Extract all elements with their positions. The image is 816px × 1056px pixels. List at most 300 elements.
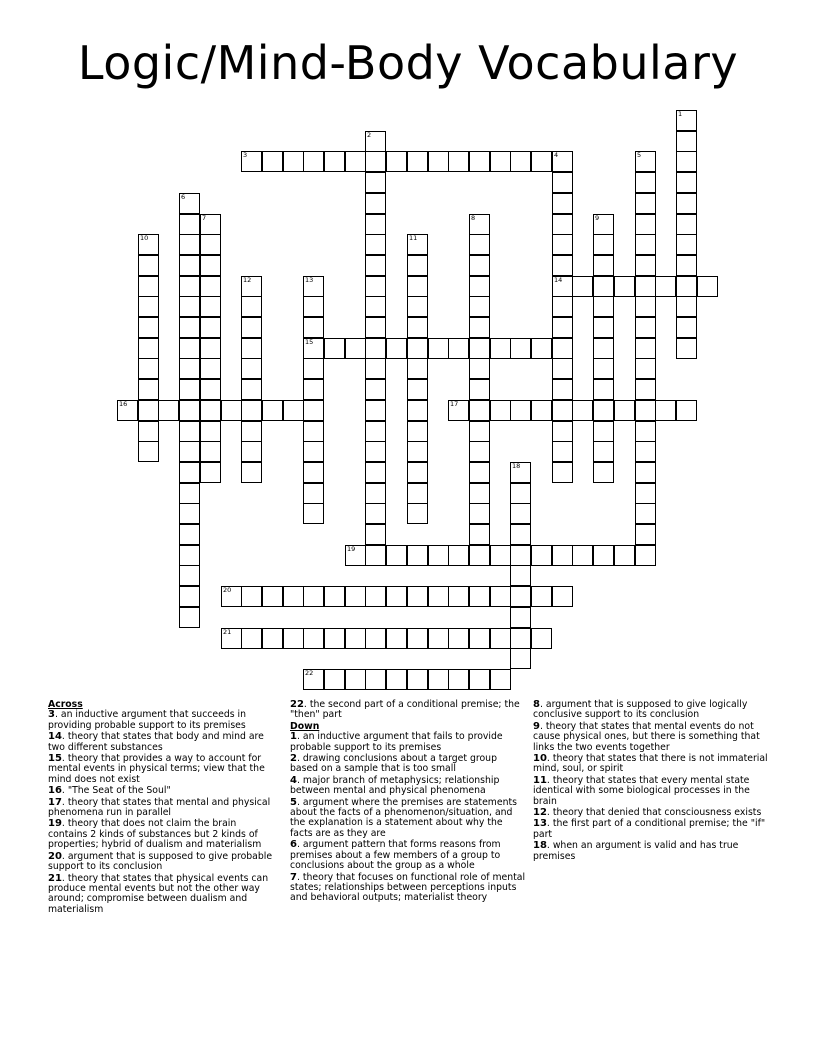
grid-cell[interactable] (241, 276, 262, 297)
grid-cell[interactable] (469, 669, 490, 690)
grid-cell[interactable] (469, 400, 490, 421)
grid-cell[interactable] (655, 276, 676, 297)
grid-cell[interactable] (283, 628, 304, 649)
clue-down-18 (533, 841, 771, 862)
grid-cell[interactable] (179, 524, 200, 545)
grid-cell[interactable] (552, 276, 573, 297)
grid-cell[interactable] (138, 296, 159, 317)
grid-cell[interactable] (283, 586, 304, 607)
grid-cell[interactable] (200, 234, 221, 255)
grid-cell[interactable] (179, 586, 200, 607)
grid-cell[interactable] (469, 255, 490, 276)
grid-cell[interactable] (386, 669, 407, 690)
grid-cell[interactable] (303, 441, 324, 462)
grid-cell[interactable] (510, 151, 531, 172)
grid-cell[interactable] (365, 193, 386, 214)
grid-cell[interactable] (179, 462, 200, 483)
grid-cell[interactable] (531, 628, 552, 649)
grid-cell[interactable] (345, 669, 366, 690)
grid-cell[interactable] (552, 193, 573, 214)
grid-cell[interactable] (593, 214, 614, 235)
grid-cell[interactable] (490, 151, 511, 172)
clue-number: 22 (290, 699, 304, 710)
grid-cell[interactable] (676, 296, 697, 317)
grid-cell[interactable] (241, 462, 262, 483)
grid-cell[interactable] (407, 669, 428, 690)
grid-cell[interactable] (138, 255, 159, 276)
grid-cell[interactable] (469, 628, 490, 649)
grid-cell[interactable] (531, 151, 552, 172)
grid-cell[interactable] (303, 317, 324, 338)
grid-cell[interactable] (303, 151, 324, 172)
grid-cell[interactable] (469, 338, 490, 359)
grid-cell[interactable] (552, 379, 573, 400)
grid-cell[interactable] (469, 234, 490, 255)
grid-cell[interactable] (138, 317, 159, 338)
grid-cell[interactable] (469, 151, 490, 172)
grid-cell[interactable] (676, 276, 697, 297)
grid-cell[interactable] (365, 131, 386, 152)
grid-cell[interactable] (552, 317, 573, 338)
grid-cell[interactable] (241, 358, 262, 379)
clue-text: . argument pattern that forms reasons from premises about a few members of a group to conclusions about the group as a whole (290, 839, 501, 872)
grid-cell[interactable] (469, 358, 490, 379)
grid-cell[interactable] (262, 628, 283, 649)
grid-cell[interactable] (614, 276, 635, 297)
grid-cell[interactable] (407, 400, 428, 421)
grid-cell[interactable] (179, 483, 200, 504)
grid-cell[interactable] (386, 545, 407, 566)
grid-cell[interactable] (552, 234, 573, 255)
grid-cell[interactable] (469, 483, 490, 504)
grid-cell[interactable] (614, 400, 635, 421)
grid-cell[interactable] (303, 276, 324, 297)
grid-cell[interactable] (303, 358, 324, 379)
grid-cell[interactable] (469, 379, 490, 400)
grid-cell[interactable] (428, 628, 449, 649)
clue-column-1 (48, 700, 276, 916)
grid-cell[interactable] (200, 338, 221, 359)
grid-cell[interactable] (138, 421, 159, 442)
grid-cell[interactable] (635, 172, 656, 193)
grid-cell[interactable] (510, 586, 531, 607)
grid-cell[interactable] (138, 441, 159, 462)
grid-cell[interactable] (572, 400, 593, 421)
grid-cell[interactable] (428, 586, 449, 607)
grid-cell[interactable] (365, 151, 386, 172)
grid-cell[interactable] (365, 338, 386, 359)
grid-cell[interactable] (469, 276, 490, 297)
grid-cell[interactable] (593, 421, 614, 442)
grid-cell[interactable] (552, 462, 573, 483)
grid-cell[interactable] (241, 586, 262, 607)
grid-cell[interactable] (241, 317, 262, 338)
clue-text: . when an argument is valid and has true premises (533, 840, 739, 862)
grid-cell[interactable] (531, 338, 552, 359)
grid-cell[interactable] (469, 441, 490, 462)
grid-cell[interactable] (552, 358, 573, 379)
grid-cell[interactable] (345, 151, 366, 172)
grid-cell[interactable] (490, 400, 511, 421)
grid-cell[interactable] (365, 503, 386, 524)
grid-cell[interactable] (262, 400, 283, 421)
grid-cell[interactable] (552, 255, 573, 276)
grid-cell[interactable] (510, 503, 531, 524)
clue-text: . theory that denied that consciousness exists (546, 807, 762, 819)
clue-number: 12 (533, 807, 547, 819)
grid-cell[interactable] (448, 669, 469, 690)
grid-cell[interactable] (365, 317, 386, 338)
grid-cell[interactable] (552, 296, 573, 317)
grid-cell[interactable] (303, 586, 324, 607)
grid-cell[interactable] (676, 131, 697, 152)
grid-cell[interactable] (365, 234, 386, 255)
grid-cell[interactable] (531, 586, 552, 607)
grid-cell[interactable] (676, 151, 697, 172)
grid-cell[interactable] (407, 317, 428, 338)
grid-cell[interactable] (324, 628, 345, 649)
grid-cell[interactable] (345, 586, 366, 607)
grid-cell[interactable] (407, 441, 428, 462)
grid-cell[interactable] (635, 462, 656, 483)
grid-cell[interactable] (448, 400, 469, 421)
grid-cell[interactable] (635, 400, 656, 421)
grid-cell[interactable] (179, 234, 200, 255)
grid-cell[interactable] (552, 400, 573, 421)
grid-cell[interactable] (676, 193, 697, 214)
grid-cell[interactable] (303, 379, 324, 400)
grid-cell[interactable] (552, 151, 573, 172)
grid-cell[interactable] (200, 462, 221, 483)
grid-cell[interactable] (221, 400, 242, 421)
grid-cell[interactable] (552, 545, 573, 566)
grid-cell[interactable] (510, 545, 531, 566)
grid-cell[interactable] (407, 296, 428, 317)
grid-cell[interactable] (324, 586, 345, 607)
clue-down-6 (290, 840, 526, 871)
grid-cell[interactable] (179, 607, 200, 628)
grid-cell[interactable] (428, 545, 449, 566)
grid-cell[interactable] (676, 214, 697, 235)
grid-cell[interactable] (303, 400, 324, 421)
grid-cell[interactable] (510, 565, 531, 586)
grid-cell[interactable] (635, 483, 656, 504)
grid-cell[interactable] (469, 545, 490, 566)
grid-cell[interactable] (221, 628, 242, 649)
grid-cell[interactable] (138, 379, 159, 400)
grid-cell[interactable] (407, 586, 428, 607)
grid-cell[interactable] (572, 545, 593, 566)
grid-cell[interactable] (324, 669, 345, 690)
grid-cell[interactable] (490, 545, 511, 566)
grid-cell[interactable] (552, 586, 573, 607)
grid-cell[interactable] (241, 400, 262, 421)
grid-cell[interactable] (635, 276, 656, 297)
grid-cell[interactable] (365, 524, 386, 545)
grid-cell[interactable] (469, 462, 490, 483)
grid-cell[interactable] (593, 317, 614, 338)
grid-cell[interactable] (510, 607, 531, 628)
grid-cell[interactable] (407, 503, 428, 524)
clue-number: 20 (48, 850, 62, 862)
grid-cell[interactable] (676, 110, 697, 131)
cell-number: 7 (202, 214, 207, 222)
grid-cell[interactable] (676, 172, 697, 193)
grid-cell[interactable] (510, 524, 531, 545)
grid-cell[interactable] (469, 317, 490, 338)
cell-number: 16 (119, 400, 128, 408)
grid-cell[interactable] (531, 400, 552, 421)
grid-cell[interactable] (365, 214, 386, 235)
grid-cell[interactable] (283, 400, 304, 421)
grid-cell[interactable] (365, 545, 386, 566)
grid-cell[interactable] (593, 338, 614, 359)
grid-cell[interactable] (407, 338, 428, 359)
grid-cell[interactable] (676, 317, 697, 338)
grid-cell[interactable] (428, 151, 449, 172)
grid-cell[interactable] (200, 400, 221, 421)
grid-cell[interactable] (635, 214, 656, 235)
grid-cell[interactable] (469, 586, 490, 607)
grid-cell[interactable] (635, 503, 656, 524)
grid-cell[interactable] (448, 545, 469, 566)
grid-cell[interactable] (614, 545, 635, 566)
grid-cell[interactable] (407, 462, 428, 483)
grid-cell[interactable] (448, 586, 469, 607)
grid-cell[interactable] (303, 669, 324, 690)
grid-cell[interactable] (635, 379, 656, 400)
clue-number: 2 (290, 753, 297, 765)
grid-cell[interactable] (179, 565, 200, 586)
grid-cell[interactable] (241, 151, 262, 172)
grid-cell[interactable] (676, 338, 697, 359)
grid-cell[interactable] (138, 400, 159, 421)
grid-cell[interactable] (593, 296, 614, 317)
grid-cell[interactable] (241, 338, 262, 359)
grid-cell[interactable] (345, 338, 366, 359)
grid-cell[interactable] (200, 296, 221, 317)
grid-cell[interactable] (510, 483, 531, 504)
clue-text: . drawing conclusions about a target group based on a sample that is too small (290, 753, 497, 775)
grid-cell[interactable] (365, 276, 386, 297)
grid-cell[interactable] (241, 628, 262, 649)
grid-cell[interactable] (510, 462, 531, 483)
grid-cell[interactable] (179, 421, 200, 442)
grid-cell[interactable] (179, 255, 200, 276)
grid-cell[interactable] (635, 151, 656, 172)
grid-cell[interactable] (200, 358, 221, 379)
grid-cell[interactable] (448, 151, 469, 172)
grid-cell[interactable] (407, 151, 428, 172)
grid-cell[interactable] (179, 296, 200, 317)
grid-cell[interactable] (635, 193, 656, 214)
grid-cell[interactable] (262, 586, 283, 607)
grid-cell[interactable] (510, 648, 531, 669)
grid-cell[interactable] (676, 234, 697, 255)
grid-cell[interactable] (469, 421, 490, 442)
grid-cell[interactable] (593, 545, 614, 566)
grid-cell[interactable] (324, 338, 345, 359)
grid-cell[interactable] (593, 400, 614, 421)
grid-cell[interactable] (365, 296, 386, 317)
grid-cell[interactable] (635, 545, 656, 566)
grid-cell[interactable] (158, 400, 179, 421)
grid-cell[interactable] (324, 151, 345, 172)
grid-cell[interactable] (303, 462, 324, 483)
grid-cell[interactable] (365, 358, 386, 379)
grid-cell[interactable] (655, 400, 676, 421)
grid-cell[interactable] (552, 172, 573, 193)
grid-cell[interactable] (490, 628, 511, 649)
grid-cell[interactable] (531, 545, 552, 566)
grid-cell[interactable] (365, 421, 386, 442)
grid-cell[interactable] (407, 483, 428, 504)
grid-cell[interactable] (179, 379, 200, 400)
grid-cell[interactable] (490, 669, 511, 690)
grid-cell[interactable] (179, 441, 200, 462)
grid-cell[interactable] (345, 628, 366, 649)
grid-cell[interactable] (552, 441, 573, 462)
grid-cell[interactable] (635, 338, 656, 359)
grid-cell[interactable] (407, 234, 428, 255)
grid-cell[interactable] (407, 545, 428, 566)
grid-cell[interactable] (365, 586, 386, 607)
grid-cell[interactable] (345, 545, 366, 566)
grid-cell[interactable] (510, 400, 531, 421)
grid-cell[interactable] (200, 379, 221, 400)
grid-cell[interactable] (303, 338, 324, 359)
grid-cell[interactable] (448, 628, 469, 649)
grid-cell[interactable] (200, 214, 221, 235)
grid-cell[interactable] (593, 276, 614, 297)
grid-cell[interactable] (635, 358, 656, 379)
grid-cell[interactable] (303, 296, 324, 317)
grid-cell[interactable] (593, 462, 614, 483)
grid-cell[interactable] (365, 462, 386, 483)
grid-cell[interactable] (510, 628, 531, 649)
grid-cell[interactable] (241, 296, 262, 317)
clue-column-3 (533, 700, 771, 863)
grid-cell[interactable] (635, 421, 656, 442)
grid-cell[interactable] (303, 628, 324, 649)
grid-cell[interactable] (407, 255, 428, 276)
grid-cell[interactable] (241, 379, 262, 400)
grid-cell[interactable] (386, 338, 407, 359)
grid-cell[interactable] (635, 255, 656, 276)
grid-cell[interactable] (469, 296, 490, 317)
grid-cell[interactable] (200, 317, 221, 338)
grid-cell[interactable] (469, 214, 490, 235)
grid-cell[interactable] (676, 400, 697, 421)
grid-cell[interactable] (200, 255, 221, 276)
grid-cell[interactable] (448, 338, 469, 359)
grid-cell[interactable] (552, 214, 573, 235)
grid-cell[interactable] (365, 628, 386, 649)
grid-cell[interactable] (386, 586, 407, 607)
grid-cell[interactable] (179, 400, 200, 421)
grid-cell[interactable] (179, 338, 200, 359)
grid-cell[interactable] (138, 234, 159, 255)
grid-cell[interactable] (179, 545, 200, 566)
grid-cell[interactable] (262, 151, 283, 172)
grid-cell[interactable] (138, 338, 159, 359)
grid-cell[interactable] (179, 503, 200, 524)
grid-cell[interactable] (552, 421, 573, 442)
grid-cell[interactable] (676, 255, 697, 276)
grid-cell[interactable] (510, 338, 531, 359)
grid-cell[interactable] (117, 400, 138, 421)
grid-cell[interactable] (200, 421, 221, 442)
grid-cell[interactable] (303, 421, 324, 442)
grid-cell[interactable] (303, 503, 324, 524)
grid-cell[interactable] (593, 358, 614, 379)
grid-cell[interactable] (365, 441, 386, 462)
grid-cell[interactable] (200, 441, 221, 462)
grid-cell[interactable] (179, 193, 200, 214)
grid-cell[interactable] (407, 421, 428, 442)
grid-cell[interactable] (593, 234, 614, 255)
grid-cell[interactable] (365, 669, 386, 690)
cell-number: 11 (409, 234, 418, 242)
grid-cell[interactable] (407, 628, 428, 649)
grid-cell[interactable] (365, 172, 386, 193)
grid-cell[interactable] (365, 483, 386, 504)
grid-cell[interactable] (221, 586, 242, 607)
grid-cell[interactable] (365, 400, 386, 421)
grid-cell[interactable] (365, 379, 386, 400)
grid-cell[interactable] (635, 441, 656, 462)
grid-cell[interactable] (303, 483, 324, 504)
grid-cell[interactable] (200, 276, 221, 297)
grid-cell[interactable] (179, 276, 200, 297)
grid-cell[interactable] (490, 586, 511, 607)
grid-cell[interactable] (365, 255, 386, 276)
grid-cell[interactable] (386, 151, 407, 172)
grid-cell[interactable] (241, 421, 262, 442)
grid-cell[interactable] (635, 296, 656, 317)
clue-down-13 (533, 819, 771, 840)
grid-cell[interactable] (407, 358, 428, 379)
grid-cell[interactable] (179, 358, 200, 379)
grid-cell[interactable] (469, 524, 490, 545)
grid-cell[interactable] (469, 503, 490, 524)
grid-cell[interactable] (428, 669, 449, 690)
grid-cell[interactable] (179, 214, 200, 235)
grid-cell[interactable] (635, 317, 656, 338)
grid-cell[interactable] (241, 441, 262, 462)
grid-cell[interactable] (179, 317, 200, 338)
grid-cell[interactable] (593, 379, 614, 400)
across-heading: Across (48, 699, 83, 710)
grid-cell[interactable] (572, 276, 593, 297)
grid-cell[interactable] (635, 524, 656, 545)
grid-cell[interactable] (386, 628, 407, 649)
grid-cell[interactable] (428, 338, 449, 359)
clue-text: . the first part of a conditional premise; the "if" part (533, 818, 766, 840)
grid-cell[interactable] (407, 379, 428, 400)
clue-down-1 (290, 732, 526, 753)
grid-cell[interactable] (407, 276, 428, 297)
grid-cell[interactable] (635, 234, 656, 255)
grid-cell[interactable] (593, 255, 614, 276)
grid-cell[interactable] (490, 338, 511, 359)
grid-cell[interactable] (697, 276, 718, 297)
grid-cell[interactable] (138, 276, 159, 297)
grid-cell[interactable] (138, 358, 159, 379)
grid-cell[interactable] (593, 441, 614, 462)
grid-cell[interactable] (283, 151, 304, 172)
grid-cell[interactable] (552, 338, 573, 359)
